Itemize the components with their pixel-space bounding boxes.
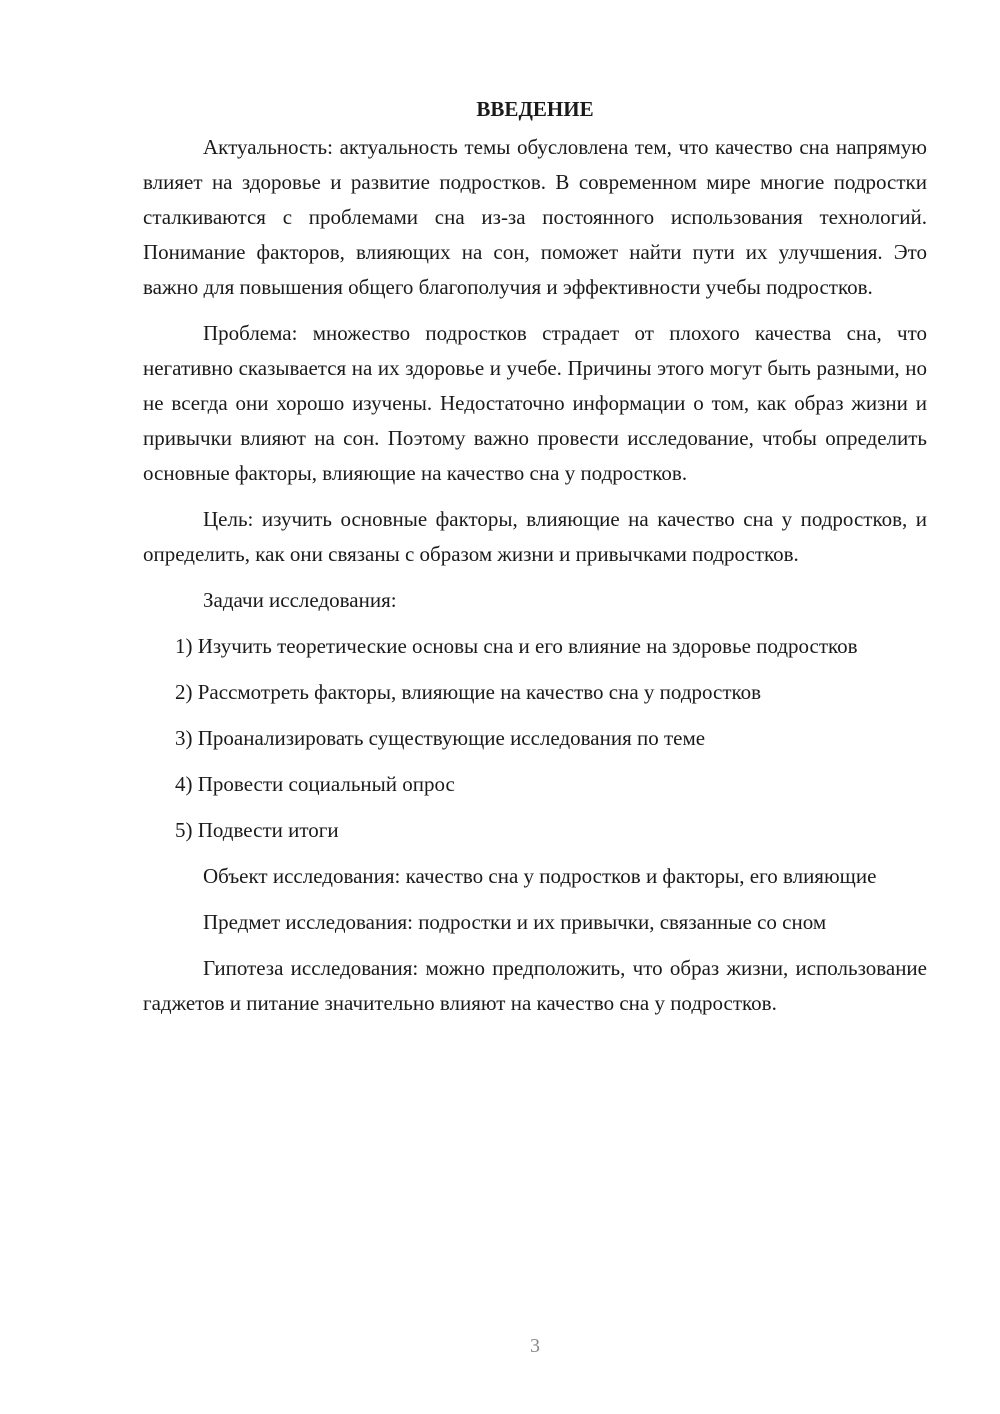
tasks-heading: Задачи исследования: (203, 588, 397, 612)
page-content (143, 92, 927, 1021)
task-item: 2) Рассмотреть факторы, влияющие на качество сна у подростков (175, 680, 762, 704)
task-item: 4) Провести социальный опрос (175, 772, 455, 796)
task-item: 3) Проанализировать существующие исследования по теме (175, 726, 706, 750)
hypothesis-paragraph: Гипотеза исследования: можно предположить, что образ жизни, использование гаджетов и питание значительно влияют на качество сна у подростков. (143, 956, 927, 1015)
task-item: 5) Подвести итоги (175, 818, 339, 842)
problem-paragraph: Проблема: множество подростков страдает от плохого качества сна, что негативно сказывается на их здоровье и учебе. Причины этого могут быть разными, но не всегда они хорошо изучены. Недостаточно информации о том, как образ жизни и привычки влияют на сон. Поэтому важно провести исследование, чтобы определить основные факторы, влияющие на качество сна у подростков. (143, 321, 927, 485)
page-number: 3 (530, 1335, 540, 1357)
object-paragraph: Объект исследования: качество сна у подростков и факторы, его влияющие (203, 864, 877, 888)
task-item: 1) Изучить теоретические основы сна и его влияние на здоровье подростков (175, 634, 858, 658)
subject-paragraph: Предмет исследования: подростки и их привычки, связанные со сном (203, 910, 827, 934)
relevance-paragraph: Актуальность: актуальность темы обусловлена тем, что качество сна напрямую влияет на здоровье и развитие подростков. В современном мире многие подростки сталкиваются с проблемами сна из-за постоянного использования технологий. Понимание факторов, влияющих на сон, поможет найти пути их улучшения. Это важно для повышения общего благополучия и эффективности учебы подростков. (143, 135, 927, 299)
goal-paragraph: Цель: изучить основные факторы, влияющие на качество сна у подростков, и определить, как они связаны с образом жизни и привычками подростков. (143, 507, 927, 566)
page-title: ВВЕДЕНИЕ (476, 97, 594, 121)
